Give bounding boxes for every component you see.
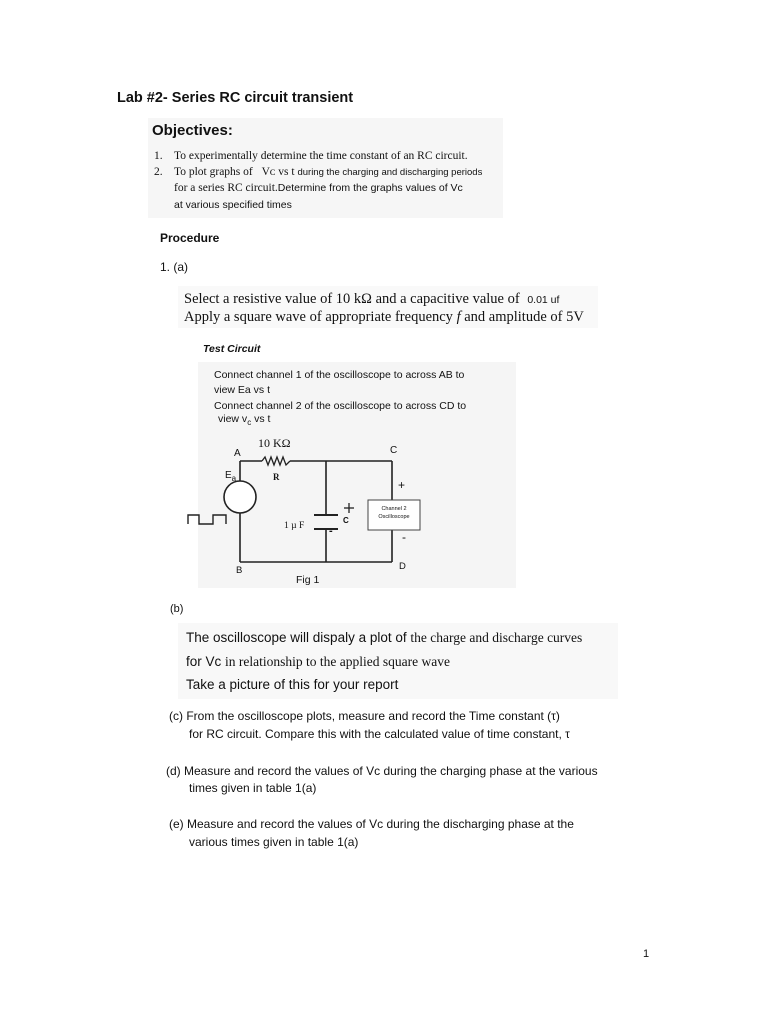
part-b-line-1-b: the charge and discharge curves [410, 630, 583, 645]
connect-line-4-text: view v [218, 413, 248, 425]
objective-2-text-b: during the charging and discharging periods [297, 167, 483, 178]
node-b-label: B [236, 565, 243, 576]
part-b-line-3 [186, 677, 398, 692]
apply-text-a: Apply a square wave of appropriate frequency [184, 309, 453, 325]
procedure-heading: Procedure [160, 231, 220, 245]
connect-line-4-subscript: c [247, 418, 252, 428]
frequency-symbol: f [456, 309, 461, 325]
resistor-r-label: R [273, 472, 280, 482]
part-b-line-2-b: in relationship to the applied square wave [225, 654, 450, 669]
oscilloscope-label [372, 505, 416, 521]
part-b-line-3-b: for your report [313, 677, 399, 692]
capacitor-c-label: C [343, 516, 349, 525]
page-number: 1 [643, 948, 650, 960]
capacitor-symbol [314, 515, 338, 529]
capacitor-value-label: 1 µ F [284, 521, 305, 531]
test-circuit-label: Test Circuit [203, 343, 261, 355]
figure-caption: Fig 1 [296, 574, 320, 586]
source-ea-label [225, 470, 236, 483]
node-c-label: C [390, 445, 398, 456]
part-b-line-1 [186, 630, 582, 646]
objective-2-number: 2. [154, 166, 163, 178]
connect-line-3: Connect channel 2 of the oscilloscope to across CD to [214, 400, 467, 412]
part-e-line-2: various times given in table 1(a) [189, 835, 359, 849]
source-e: E [225, 470, 232, 481]
oscilloscope-label-line1: Channel 2 [381, 506, 407, 512]
source-sub: a [231, 474, 237, 483]
objectives-heading: Objectives: [152, 122, 233, 139]
scope-minus-label: - [402, 530, 406, 544]
select-values-text: Select a resistive value of 10 kΩ and a capacitive value of [184, 291, 520, 307]
connect-line-1: Connect channel 1 of the oscilloscope to across AB to [214, 369, 465, 381]
part-c-line-1: (c) From the oscilloscope plots, measure and record the Time constant (τ) [169, 709, 560, 723]
part-e-line-1: (e) Measure and record the values of Vc during the discharging phase at the [169, 817, 574, 831]
capacitor-minus-label: - [329, 525, 333, 537]
objective-2-text-a: To plot graphs of [174, 166, 253, 178]
voltage-source-symbol [224, 481, 256, 513]
apply-text-b: and amplitude of 5V [464, 309, 584, 325]
document-title: Lab #2- Series RC circuit transient [117, 90, 354, 106]
objective-2-line2-a: for a series RC circuit. [174, 182, 278, 194]
part-b-line-1-a: The oscilloscope will dispaly a plot of [186, 630, 407, 645]
resistor-symbol [262, 457, 290, 465]
objective-2-line2-b: Determine from the graphs values of Vc [277, 182, 463, 194]
capacitor-value-note: 0.01 uf [527, 294, 560, 306]
connect-line-4-tail: vs t [251, 413, 271, 425]
objective-1-text: To experimentally determine the time constant of an RC circuit. [174, 150, 468, 162]
node-d-label: D [399, 561, 406, 572]
part-b-line-2-a: for Vc [186, 654, 222, 669]
part-d-line-2: times given in table 1(a) [189, 781, 317, 795]
part-b-label: (b) [170, 603, 184, 615]
node-a-label: A [234, 448, 241, 459]
resistor-value-label: 10 KΩ [258, 436, 291, 450]
connect-line-2: view Ea vs t [214, 384, 271, 396]
part-c-line-2: for RC circuit. Compare this with the calculated value of time constant, τ [189, 727, 570, 741]
objective-2-line3: at various specified times [174, 199, 292, 211]
part-b-line-3-a: Take a picture of this [186, 677, 310, 692]
objective-1-number: 1. [154, 150, 163, 162]
part-b-line-2 [186, 654, 450, 670]
scope-plus-label: + [398, 478, 406, 492]
oscilloscope-label-line2: Oscilloscope [378, 514, 410, 520]
part-d-line-1: (d) Measure and record the values of Vc during the charging phase at the various [166, 764, 598, 778]
capacitor-plus-mark [344, 503, 354, 513]
square-wave-symbol [188, 515, 226, 524]
objective-2-vc-vs-t: Vᴄ vs t [261, 166, 295, 178]
procedure-step-1a: 1. (a) [160, 260, 189, 274]
